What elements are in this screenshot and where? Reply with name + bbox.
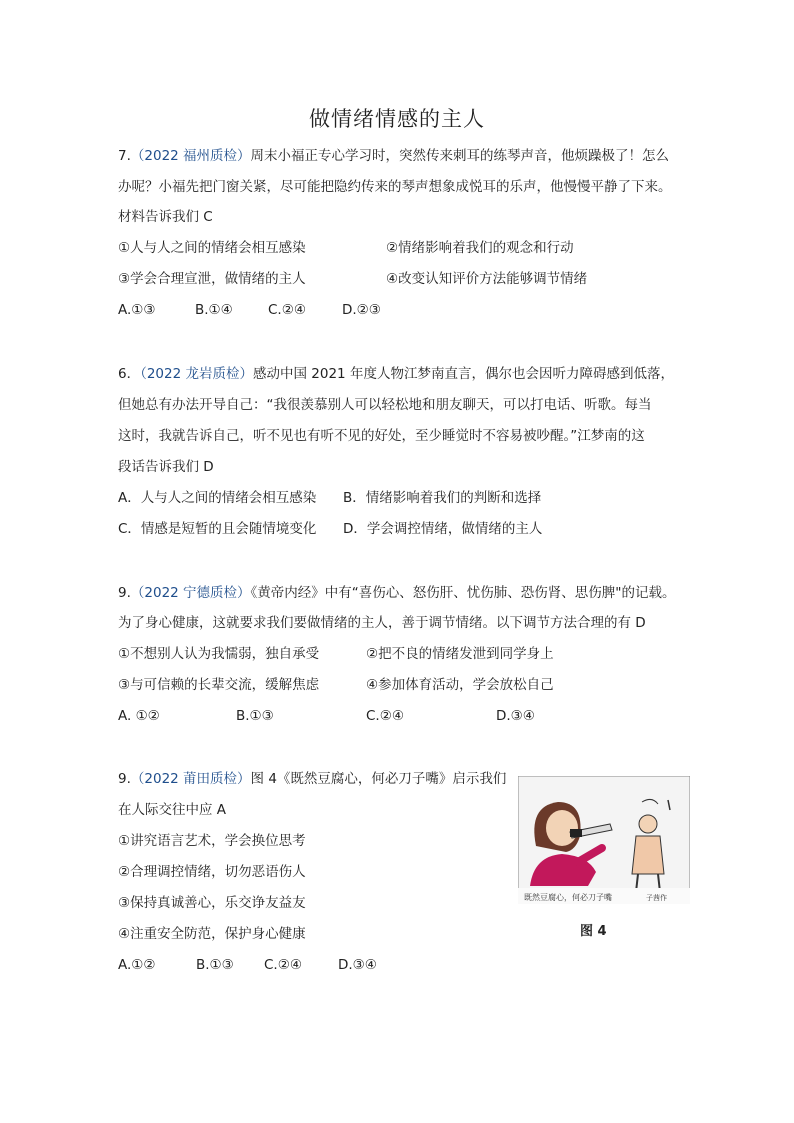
q3-number: 9.	[118, 585, 131, 601]
q3-choice-c: C.②④	[366, 708, 404, 724]
q3-choice-b: B.①③	[236, 708, 274, 724]
q2-choice-b: B．情绪影响着我们的判断和选择	[343, 490, 542, 506]
q1-choice-c: C.②④	[268, 302, 306, 318]
q4-statement-2: ②合理调控情绪，切勿恶语伤人	[118, 864, 306, 880]
q4-statement-1: ①讲究语言艺术，学会换位思考	[118, 833, 306, 849]
q3-statement-3: ③与可信赖的长辈交流，缓解焦虑	[118, 677, 320, 693]
q4-choice-b: B.①③	[196, 957, 234, 973]
q4-choice-c: C.②④	[264, 957, 302, 973]
q1-choice-b: B.①④	[195, 302, 233, 318]
q2-choice-d: D．学会调控情绪，做情绪的主人	[343, 521, 543, 537]
q3-line1	[118, 584, 676, 602]
q1-statement-1: ①人与人之间的情绪会相互感染	[118, 240, 306, 256]
q1-line2: 办呢？小福先把门窗关紧，尽可能把隐约传来的琴声想象成悦耳的乐声，他慢慢平静了下来。	[118, 179, 672, 195]
q4-source: （2022 莆田质检）	[130, 771, 251, 787]
q1-line1	[118, 147, 669, 165]
page-title: 做情绪情感的主人	[309, 107, 485, 131]
q1-choice-a: A.①③	[118, 302, 156, 318]
q1-statement-2: ②情绪影响着我们的观念和行动	[386, 240, 574, 256]
q4-line1	[118, 770, 506, 788]
q2-line3: 这时，我就告诉自己，听不见也有听不见的好处，至少睡觉时不容易被吵醒。”江梦南的这	[118, 428, 645, 444]
q2-choice-a: A．人与人之间的情绪会相互感染	[118, 490, 317, 506]
q1-source: （2022 福州质检）	[130, 148, 251, 164]
woman-face	[546, 810, 578, 846]
q3-text1: 《黄帝内经》中有“喜伤心、怒伤肝、忧伤肺、恐伤肾、思伤脾"的记载。	[250, 585, 676, 601]
q2-line4: 段话告诉我们 D	[118, 459, 214, 475]
q4-statement-4: ④注重安全防范，保护身心健康	[118, 926, 306, 942]
q1-statement-4: ④改变认知评价方法能够调节情绪	[386, 271, 588, 287]
q4-choice-d: D.③④	[338, 957, 377, 973]
knife-handle	[570, 829, 582, 837]
q3-choice-d: D.③④	[496, 708, 535, 724]
q4-statement-3: ③保持真诚善心，乐交诤友益友	[118, 895, 306, 911]
q2-line2: 但她总有办法开导自己：“我很羡慕别人可以轻松地和朋友聊天，可以打电话、听歌。每当	[118, 397, 652, 413]
man-face	[639, 815, 657, 833]
q1-text1: 周末小福正专心学习时，突然传来刺耳的练琴声音，他烦躁极了！怎么	[250, 148, 670, 164]
q3-statement-2: ②把不良的情绪发泄到同学身上	[366, 646, 554, 662]
q3-statement-1: ①不想别人认为我懦弱，独自承受	[118, 646, 320, 662]
q2-choice-c: C．情感是短暂的且会随情境变化	[118, 521, 317, 537]
q1-line3: 材料告诉我们 C	[118, 209, 213, 225]
q4-line2: 在人际交往中应 A	[118, 802, 227, 818]
q3-source: （2022 宁德质检）	[130, 585, 251, 601]
figure-label: 图 4	[580, 924, 607, 939]
q2-line1	[118, 365, 674, 383]
q4-choice-a: A.①②	[118, 957, 156, 973]
q1-statement-3: ③学会合理宣泄，做情绪的主人	[118, 271, 306, 287]
q4-number: 9.	[118, 771, 131, 787]
q1-number: 7.	[118, 148, 131, 164]
cartoon-signature: 子茜作	[646, 894, 667, 902]
q3-choice-a: A. ①②	[118, 708, 160, 724]
cartoon-caption: 既然豆腐心，何必刀子嘴	[524, 893, 612, 902]
q4-text1: 图 4《既然豆腐心，何必刀子嘴》启示我们	[250, 771, 507, 787]
q2-source: （2022 龙岩质检）	[140, 366, 253, 382]
q3-line2: 为了身心健康，这就要求我们要做情绪的主人，善于调节情绪。以下调节方法合理的有 D	[118, 615, 646, 631]
q1-choice-d: D.②③	[342, 302, 381, 318]
q3-statement-4: ④参加体育活动，学会放松自己	[366, 677, 554, 693]
q2-number: 6．	[118, 366, 141, 382]
man-body	[632, 836, 664, 874]
q2-text1: 感动中国 2021 年度人物江梦南直言，偶尔也会因听力障碍感到低落，	[253, 366, 674, 382]
cartoon-illustration	[518, 776, 690, 904]
